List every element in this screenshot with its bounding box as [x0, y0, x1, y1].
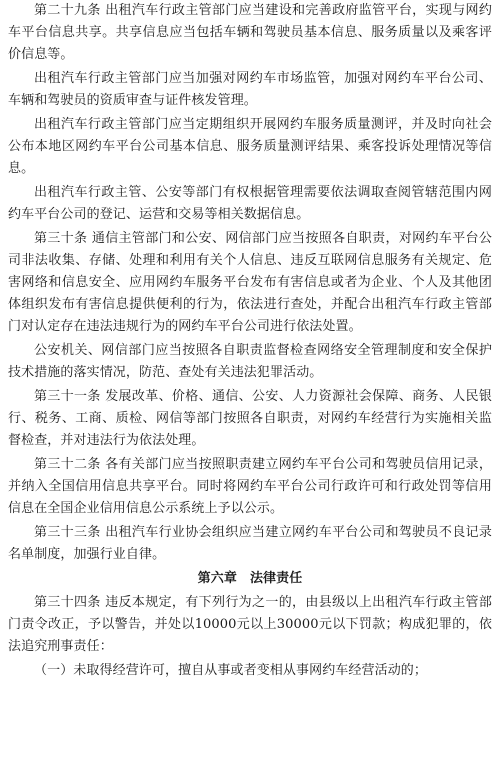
article-34-paragraph: 第三十四条 违反本规定，有下列行为之一的，由县级以上出租汽车行政主管部门责令改正，予以警告，并处以10000元以上30000元以下罚款；构成犯罪的，依法追究刑事责任： — [8, 595, 492, 654]
quality-evaluation-paragraph: 出租汽车行政主管部门应当定期组织开展网约车服务质量测评，并及时向社会公布本地区网约车平台公司基本信息、服务质量测评结果、乘客投诉处理情况等信息。 — [8, 117, 492, 176]
article-31-paragraph: 第三十一条 发展改革、价格、通信、公安、人力资源社会保障、商务、人民银行、税务、工商、质检、网信等部门按照各自职责，对网约车经营行为实施相关监督检查，并对违法行为依法处理。 — [8, 389, 492, 448]
list-item: （一）未取得经营许可，擅自从事或者变相从事网约车经营活动的； — [34, 663, 428, 678]
market-supervision-paragraph: 出租汽车行政主管部门应当加强对网约车市场监管，加强对网约车平台公司、车辆和驾驶员的资质审查与证件核发管理。 — [8, 71, 492, 108]
data-access-paragraph: 出租汽车行政主管、公安等部门有权根据管理需要依法调取查阅管辖范围内网约车平台公司的登记、运营和交易等相关数据信息。 — [8, 185, 492, 222]
article-30-paragraph: 第三十条 通信主管部门和公安、网信部门应当按照各自职责，对网约车平台公司非法收集、存储、处理和利用有关个人信息、违反互联网信息服务有关规定、危害网络和信息安全、应用网约车服务平台发布有害信息或者为企业、个人及其他团体组织发布有害信息提供便利的行为，依法进行查处，并配合出租汽车行政主管部门对认定存在违法违规行为的网约车平台公司进行依法处置。 — [8, 231, 492, 334]
article-29-paragraph: 第二十九条 出租汽车行政主管部门应当建设和完善政府监管平台，实现与网约车平台信息共享。共享信息应当包括车辆和驾驶员基本信息、服务质量以及乘客评价信息等。 — [8, 3, 492, 62]
chapter-title: 法律责任 — [249, 571, 303, 586]
chapter-number: 第六章 — [197, 571, 237, 586]
article-33-paragraph: 第三十三条 出租汽车行业协会组织应当建立网约车平台公司和驾驶员不良记录名单制度，加强行业自律。 — [8, 525, 492, 562]
chapter-heading — [8, 568, 492, 590]
article-32-paragraph: 第三十二条 各有关部门应当按照职责建立网约车平台公司和驾驶员信用记录，并纳入全国信用信息共享平台。同时将网约车平台公司行政许可和行政处罚等信用信息在全国企业信用信息公示系统上予以公示。 — [8, 457, 492, 516]
network-security-paragraph: 公安机关、网信部门应当按照各自职责监督检查网络安全管理制度和安全保护技术措施的落实情况，防范、查处有关违法犯罪活动。 — [8, 343, 492, 380]
